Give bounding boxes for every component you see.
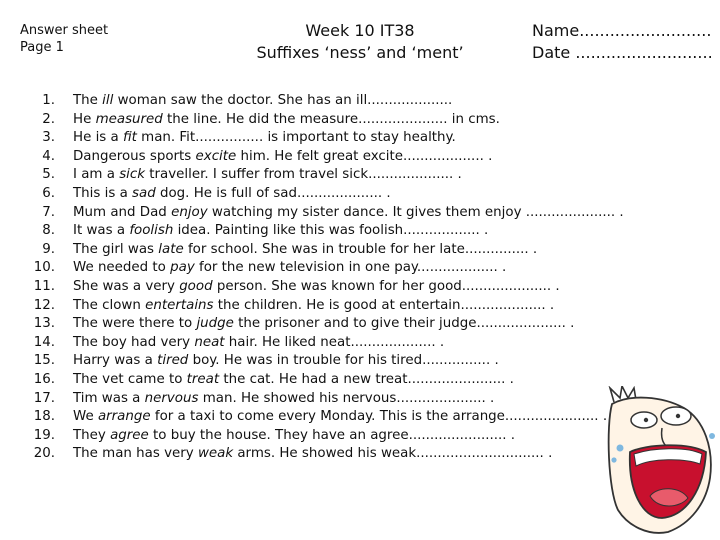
question-text: Harry was a tired boy. He was in trouble for his tired................ . bbox=[73, 353, 499, 369]
question-number: 12. bbox=[33, 297, 55, 313]
question-list bbox=[18, 92, 678, 464]
question-text: This is a sad dog. He is full of sad.................... . bbox=[73, 185, 391, 201]
root-word: foolish bbox=[129, 223, 174, 239]
question-item bbox=[18, 427, 678, 446]
question-text: She was a very good person. She was known for her good..................... . bbox=[73, 278, 560, 294]
question-text: We arrange for a taxi to come every Monday. This is the arrange...................... . bbox=[73, 409, 608, 425]
question-number: 1. bbox=[42, 93, 55, 108]
worksheet-week: Week 10 IT38 bbox=[305, 21, 415, 40]
question-text: He is a fit man. Fit................ is important to stay healthy. bbox=[73, 130, 456, 146]
question-item bbox=[18, 408, 678, 427]
question-item bbox=[18, 92, 678, 111]
question-item bbox=[18, 129, 678, 148]
root-word: sad bbox=[132, 185, 156, 201]
root-word: agree bbox=[110, 427, 149, 443]
question-text: The girl was late for school. She was in trouble for her late............... . bbox=[73, 241, 538, 257]
question-number: 18. bbox=[33, 409, 55, 425]
question-text: The clown entertains the children. He is good at entertain.................... . bbox=[73, 297, 555, 313]
question-text: They agree to buy the house. They have an agree....................... . bbox=[73, 427, 515, 443]
question-number: 11. bbox=[33, 278, 55, 294]
root-word: treat bbox=[186, 371, 220, 387]
question-item bbox=[18, 259, 678, 278]
root-word: fit bbox=[122, 130, 137, 146]
worksheet-title bbox=[230, 20, 490, 64]
question-item bbox=[18, 334, 678, 353]
root-word: measured bbox=[95, 111, 163, 127]
question-text: It was a foolish idea. Painting like this was foolish.................. . bbox=[73, 223, 489, 239]
question-number: 10. bbox=[33, 260, 55, 276]
question-item bbox=[18, 352, 678, 371]
root-word: entertains bbox=[145, 297, 214, 313]
question-item bbox=[18, 148, 678, 167]
question-item bbox=[18, 390, 678, 409]
root-word: tired bbox=[157, 353, 189, 369]
root-word: nervous bbox=[144, 390, 199, 406]
question-number: 20. bbox=[33, 446, 55, 462]
question-number: 7. bbox=[42, 204, 55, 220]
question-text: The were there to judge the prisoner and to give their judge..................... . bbox=[73, 316, 575, 332]
question-text: We needed to pay for the new television in one pay................... . bbox=[73, 260, 507, 276]
question-number: 2. bbox=[42, 111, 55, 127]
date-field: Date ........................... bbox=[532, 43, 713, 62]
question-number: 19. bbox=[33, 427, 55, 443]
question-number: 15. bbox=[33, 353, 55, 369]
question-item bbox=[18, 166, 678, 185]
question-number: 3. bbox=[42, 130, 55, 146]
question-item bbox=[18, 241, 678, 260]
root-word: good bbox=[179, 278, 213, 294]
root-word: weak bbox=[197, 446, 234, 462]
name-field: Name.......................... bbox=[532, 21, 712, 40]
question-item bbox=[18, 222, 678, 241]
question-text: Tim was a nervous man. He showed his nervous..................... . bbox=[73, 390, 495, 406]
question-text: Mum and Dad enjoy watching my sister dance. It gives them enjoy ..................... . bbox=[73, 204, 624, 220]
question-number: 9. bbox=[42, 241, 55, 257]
question-text: He measured the line. He did the measure..................... in cms. bbox=[73, 111, 500, 127]
question-item bbox=[18, 315, 678, 334]
root-word: sick bbox=[119, 167, 146, 183]
question-item bbox=[18, 185, 678, 204]
question-text: Dangerous sports excite him. He felt great excite................... . bbox=[73, 148, 493, 164]
question-item bbox=[18, 371, 678, 390]
root-word: neat bbox=[194, 334, 225, 350]
answer-sheet-label-block bbox=[20, 22, 108, 56]
question-item bbox=[18, 204, 678, 223]
name-date-block bbox=[532, 20, 713, 64]
question-number: 5. bbox=[42, 167, 55, 183]
question-text: The vet came to treat the cat. He had a new treat....................... . bbox=[73, 371, 514, 387]
root-word: judge bbox=[196, 316, 234, 332]
page-number: Page 1 bbox=[20, 40, 64, 55]
question-number: 6. bbox=[42, 185, 55, 201]
question-number: 14. bbox=[33, 334, 55, 350]
question-number: 4. bbox=[42, 148, 55, 164]
answer-sheet-label: Answer sheet bbox=[20, 23, 109, 38]
question-text: The boy had very neat hair. He liked neat.................... . bbox=[73, 334, 445, 350]
question-item bbox=[18, 111, 678, 130]
question-number: 16. bbox=[33, 371, 55, 387]
root-word: arrange bbox=[97, 409, 151, 425]
worksheet-topic: Suffixes ‘ness’ and ‘ment’ bbox=[256, 43, 464, 62]
question-number: 13. bbox=[33, 316, 55, 332]
question-number: 17. bbox=[33, 390, 55, 406]
root-word: ill bbox=[102, 93, 114, 108]
question-item bbox=[18, 278, 678, 297]
root-word: enjoy bbox=[171, 204, 208, 220]
laughing-face-illustration bbox=[606, 386, 718, 536]
question-item bbox=[18, 297, 678, 316]
question-text: I am a sick traveller. I suffer from travel sick.................... . bbox=[73, 167, 462, 183]
root-word: excite bbox=[195, 148, 237, 164]
root-word: late bbox=[158, 241, 184, 257]
question-item bbox=[18, 445, 678, 464]
question-number: 8. bbox=[42, 223, 55, 239]
question-text: The ill woman saw the doctor. She has an ill.................... bbox=[73, 93, 453, 108]
question-text: The man has very weak arms. He showed his weak.............................. . bbox=[73, 446, 553, 462]
root-word: pay bbox=[170, 260, 195, 276]
